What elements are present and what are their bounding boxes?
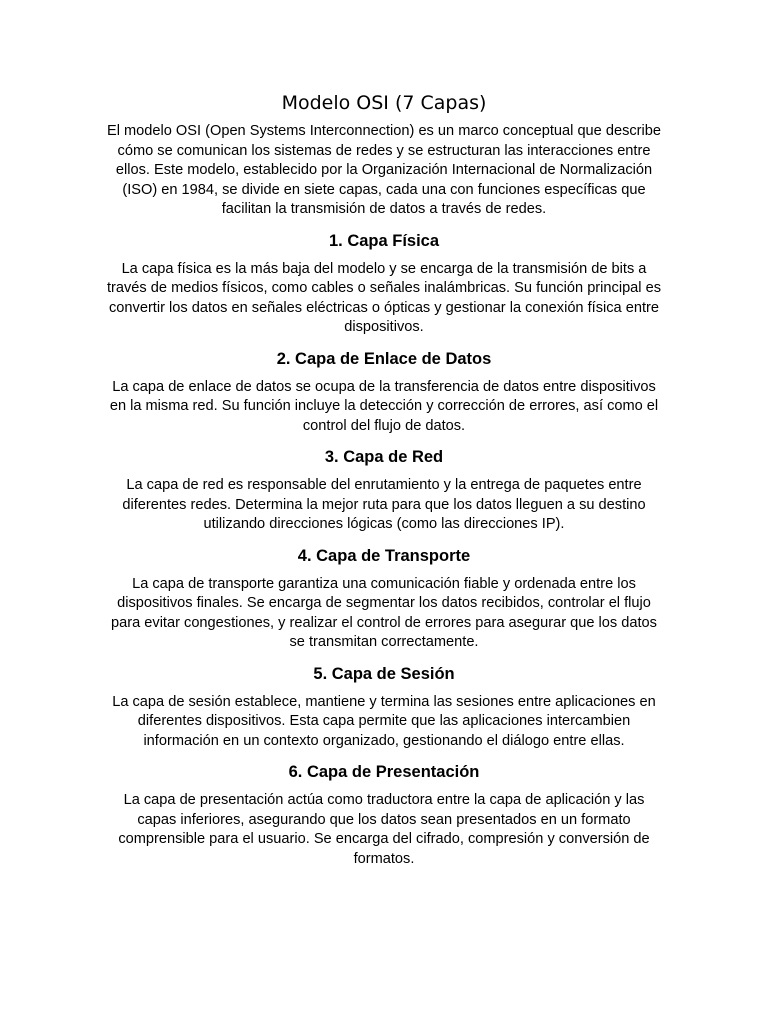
- document-title: Modelo OSI (7 Capas): [281, 92, 487, 114]
- section-heading-capa-red: 3. Capa de Red: [324, 448, 444, 466]
- section-body-capa-fisica: La capa física es la más baja del modelo y se encarga de la transmisión de bits a través de medios físicos, como cables o señales inalámbricas. Su función principal es convertir los datos en señales eléctricas o ópticas y gestionar la conexión física entre dispositivos.: [106, 260, 662, 335]
- section-body-capa-transporte: La capa de transporte garantiza una comunicación fiable y ordenada entre los dispositivos finales. Se encarga de segmentar los datos recibidos, controlar el flujo para evitar congestiones, y realizar el control de errores para asegurar que los datos se transmitan correctamente.: [111, 575, 657, 650]
- section-heading-capa-presentacion: 6. Capa de Presentación: [288, 763, 480, 781]
- section-heading-capa-enlace: 2. Capa de Enlace de Datos: [276, 349, 492, 368]
- section-heading-capa-fisica: 1. Capa Física: [328, 231, 440, 250]
- section-body-capa-sesion: La capa de sesión establece, mantiene y termina las sesiones entre aplicaciones en diferentes dispositivos. Esta capa permite que las aplicaciones intercambien información en un contexto organizado, gestionando el diálogo entre ellas.: [112, 693, 656, 749]
- intro-paragraph: El modelo OSI (Open Systems Interconnection) es un marco conceptual que describe cómo se comunican los sistemas de redes y se estructuran las interacciones entre ellos. Este modelo, establecido por la Organización Internacional de Normalización (ISO) en 1984, se divide en siete capas, cada una con funciones específicas que facilitan la transmisión de datos a través de redes.: [106, 123, 662, 217]
- section-heading-capa-transporte: 4. Capa de Transporte: [297, 546, 471, 565]
- section-body-capa-red: La capa de red es responsable del enrutamiento y la entrega de paquetes entre diferentes redes. Determina la mejor ruta para que los datos lleguen a su destino utilizando direcciones lógicas (como las direcciones IP).: [122, 477, 646, 532]
- section-heading-capa-sesion: 5. Capa de Sesión: [313, 664, 455, 683]
- section-body-capa-presentacion: La capa de presentación actúa como traductora entre la capa de aplicación y las capas inferiores, asegurando que los datos sean presentados en un formato comprensible para el usuario. Se encarga del cifrado, compresión y conversión de formatos.: [118, 792, 650, 867]
- section-body-capa-enlace: La capa de enlace de datos se ocupa de la transferencia de datos entre dispositivos en la misma red. Su función incluye la detección y corrección de errores, así como el control del flujo de datos.: [109, 378, 659, 434]
